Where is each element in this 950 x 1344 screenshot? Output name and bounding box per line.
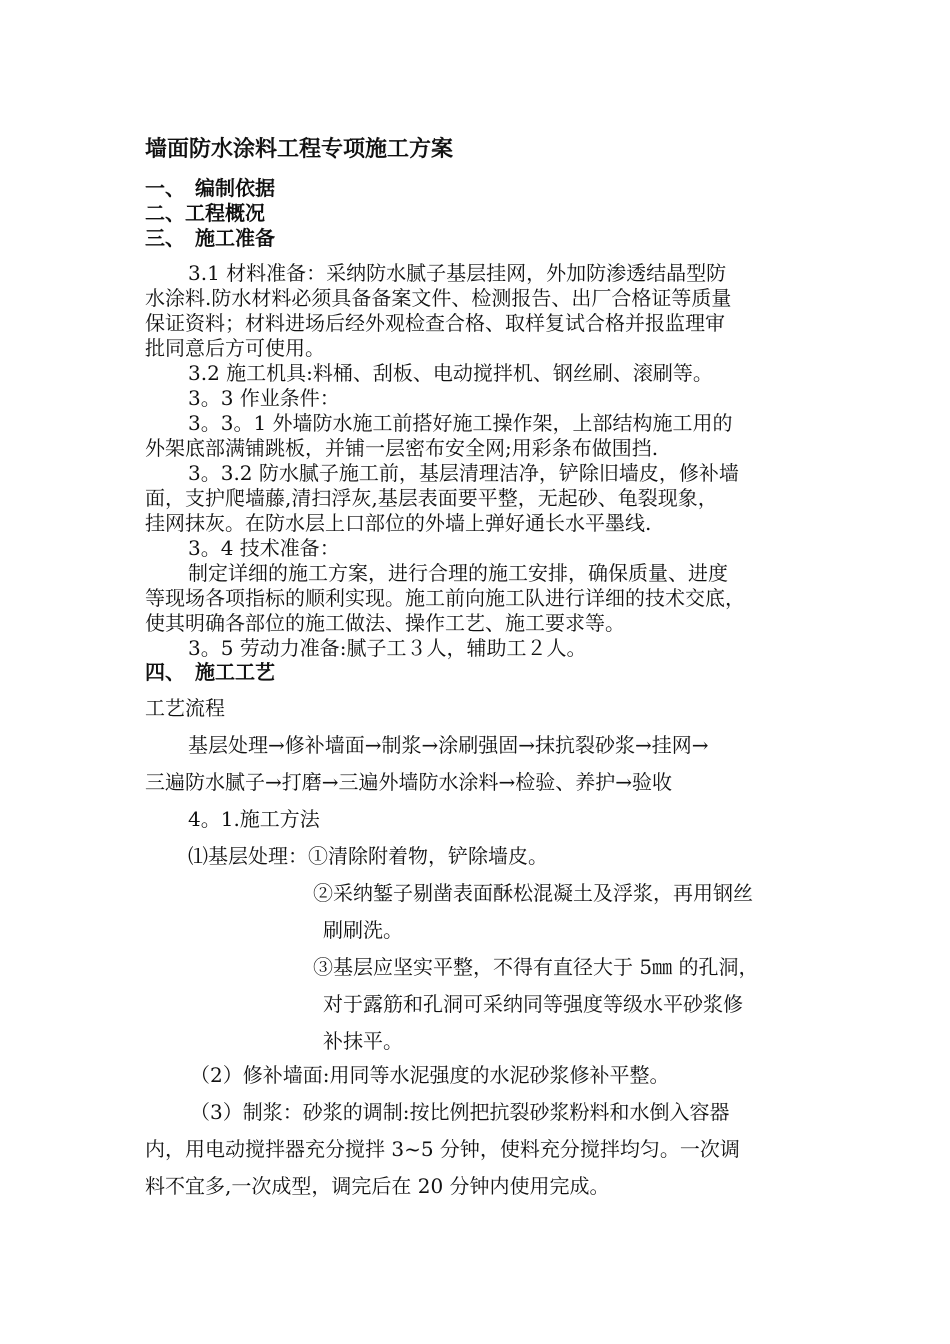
paragraph-line: 保证资料；材料进场后经外观检查合格、取样复试合格并报监理审 xyxy=(145,311,725,335)
method-item: ②采纳錾子剔凿表面酥松混凝土及浮浆，再用钢丝 xyxy=(313,881,753,905)
method-item: 刷刷洗。 xyxy=(323,918,403,942)
paragraph-line: 料不宜多,一次成型，调完后在 20 分钟内使用完成。 xyxy=(145,1174,610,1198)
paragraph-line: 等现场各项指标的顺利实现。施工前向施工队进行详细的技术交底， xyxy=(145,586,745,610)
method-item: ③基层应坚实平整，不得有直径大于 5㎜ 的孔洞， xyxy=(313,955,759,979)
paragraph-line: 批同意后方可使用。 xyxy=(145,336,325,360)
paragraph-line: 水涂料.防水材料必须具备备案文件、检测报告、出厂合格证等质量 xyxy=(145,286,732,310)
paragraph-line: 3。5 劳动力准备:腻子工３人，辅助工２人。 xyxy=(188,636,587,660)
method-item: ⑴基层处理：①清除附着物，铲除墙皮。 xyxy=(188,844,548,868)
paragraph-line: 挂网抹灰。在防水层上口部位的外墙上弹好通长水平墨线. xyxy=(145,511,652,535)
paragraph-line: 3。3。1 外墙防水施工前搭好施工操作架，上部结构施工用的 xyxy=(188,411,733,435)
paragraph-line: 制定详细的施工方案，进行合理的施工安排，确保质量、进度 xyxy=(188,561,728,585)
flow-title: 工艺流程 xyxy=(145,696,225,720)
section-heading-overview: 二、工程概况 xyxy=(145,201,265,225)
paragraph-line: 3。3.2 防水腻子施工前，基层清理洁净，铲除旧墙皮，修补墙 xyxy=(188,461,739,485)
paragraph-line: 3.2 施工机具:料桶、刮板、电动搅拌机、钢丝刷、滚刷等。 xyxy=(188,361,713,385)
paragraph-line: 外架底部满铺跳板，并铺一层密布安全网;用彩条布做围挡. xyxy=(145,436,659,460)
method-item: 补抹平。 xyxy=(323,1029,403,1053)
document-title: 墙面防水涂料工程专项施工方案 xyxy=(145,137,454,162)
paragraph-line: （3）制浆：砂浆的调制:按比例把抗裂砂浆粉料和水倒入容器 xyxy=(190,1100,730,1124)
method-heading: 4。1.施工方法 xyxy=(188,807,320,831)
paragraph-line: 3。3 作业条件： xyxy=(188,386,340,410)
paragraph-line: 3.1 材料准备：采纳防水腻子基层挂网，外加防渗透结晶型防 xyxy=(188,261,727,285)
paragraph-line: 内，用电动搅拌器充分搅拌 3~5 分钟，使料充分搅拌均匀。一次调 xyxy=(145,1137,740,1161)
flow-line: 三遍防水腻子→打磨→三遍外墙防水涂料→检验、养护→验收 xyxy=(145,770,673,794)
paragraph-line: 3。4 技术准备： xyxy=(188,536,340,560)
method-item: 对于露筋和孔洞可采纳同等强度等级水平砂浆修 xyxy=(323,992,743,1016)
paragraph-line: 面，支护爬墙藤,清扫浮灰,基层表面要平整，无起砂、龟裂现象， xyxy=(145,486,718,510)
section-heading-preparation: 三、 施工准备 xyxy=(145,226,275,250)
section-heading-process: 四、 施工工艺 xyxy=(145,660,275,684)
section-heading-basis: 一、 编制依据 xyxy=(145,176,275,200)
flow-line: 基层处理→修补墙面→制浆→涂刷强固→抹抗裂砂浆→挂网→ xyxy=(188,733,709,757)
method-item: （2）修补墙面:用同等水泥强度的水泥砂浆修补平整。 xyxy=(190,1063,670,1087)
paragraph-line: 使其明确各部位的施工做法、操作工艺、施工要求等。 xyxy=(145,611,625,635)
